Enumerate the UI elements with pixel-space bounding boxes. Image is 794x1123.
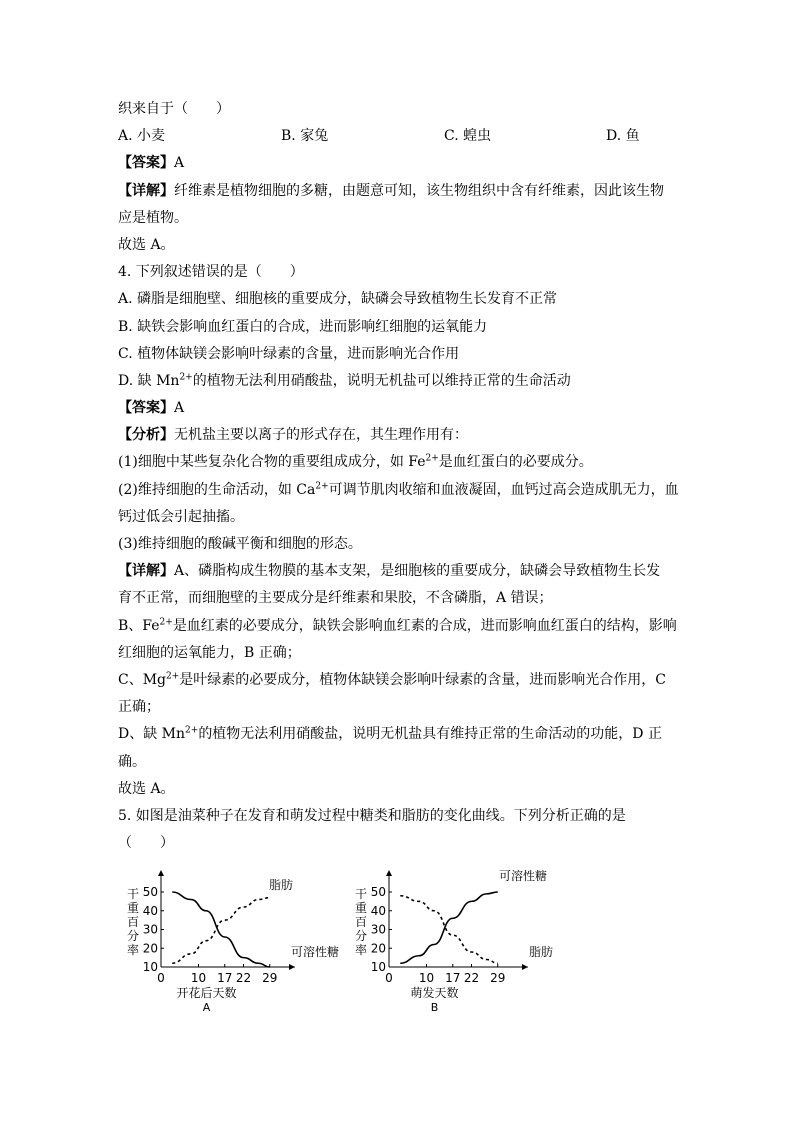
y-axis-label-char: 干 (126, 887, 140, 901)
y-axis-label-char: 率 (126, 943, 140, 957)
answer-tag: 【答案】 (118, 400, 174, 417)
x-tick-label: 17 (445, 971, 461, 985)
text: D、缺 Mn (118, 726, 186, 743)
analysis-text: 无机盐主要以离子的形式存在，其生理作用有： (174, 427, 468, 444)
q3-answer (118, 150, 678, 177)
y-axis-label-char: 分 (126, 929, 140, 943)
q4-conclusion: 故选 A。 (118, 780, 175, 797)
q4-analysis-3: (3)维持细胞的酸碱平衡和细胞的形态。 (118, 536, 362, 552)
series-label: 脂肪 (269, 878, 294, 892)
x-tick-label: 0 (157, 971, 165, 985)
detail-tag: 【详解】 (118, 563, 174, 580)
x-axis-arrow (522, 964, 528, 970)
q3-conclusion: 故选 A。 (118, 236, 175, 253)
series-label: 脂肪 (529, 945, 554, 959)
x-axis-label: 开花后天数 (176, 986, 237, 1000)
q4-detail-d-cont: 确。 (118, 753, 146, 770)
y-axis-arrow (158, 870, 164, 876)
series-line (172, 898, 270, 964)
y-tick-label: 20 (142, 941, 158, 956)
y-axis-label-char: 百 (354, 915, 368, 929)
q4-detail-b (118, 613, 678, 640)
x-axis-label: 萌发天数 (410, 986, 459, 1000)
q4-stem: 4. 下列叙述错误的是（ ） (118, 264, 304, 281)
ion-charge: 2+ (166, 671, 180, 682)
x-tick-label: 22 (463, 971, 480, 985)
detail-tag: 【详解】 (118, 182, 174, 199)
analysis-tag: 【分析】 (118, 427, 174, 444)
q4-analysis-2-cont: 钙过低会引起抽搐。 (118, 508, 244, 525)
series-line (172, 892, 270, 967)
y-axis-arrow (386, 870, 392, 876)
q4-detail-c (118, 667, 678, 694)
q3-detail-cont: 应是植物。 (118, 209, 188, 226)
series-label: 可溶性糖 (499, 869, 548, 883)
chart-title: A (202, 1001, 211, 1014)
ion-charge: 2+ (425, 453, 439, 464)
q4-detail (118, 558, 678, 585)
series-line (400, 892, 498, 963)
y-tick-label: 40 (370, 903, 386, 918)
q4-detail-c-cont: 正确； (118, 699, 160, 716)
q5-figure (118, 856, 558, 1016)
y-tick-label: 20 (370, 941, 386, 956)
y-tick-label: 10 (142, 960, 158, 974)
q3-option-a: A. 小麦 (118, 128, 166, 145)
y-axis-label-char: 百 (126, 915, 140, 929)
ion-charge: 2+ (159, 616, 173, 627)
x-axis-arrow (289, 964, 295, 970)
text: (2)维持细胞的生命活动，如 Ca (118, 481, 316, 498)
q4-option-a: A. 磷脂是细胞壁、细胞核的重要成分，缺磷会导致植物生长发育不正常 (118, 291, 558, 308)
q4-option-d (118, 368, 678, 395)
answer-tag: 【答案】 (118, 155, 174, 172)
y-axis-label-char: 重 (126, 901, 140, 915)
text: 的植物无法利用硝酸盐，说明无机盐可以维持正常的生命活动 (192, 372, 571, 389)
series-line (400, 896, 498, 964)
y-tick-label: 30 (370, 922, 386, 937)
detail-text: 纤维素是植物细胞的多糖，由题意可知，该生物组织中含有纤维素，因此该生物 (174, 182, 664, 199)
question-page (118, 96, 678, 857)
y-tick-label: 50 (370, 885, 386, 899)
q5-charts-svg (118, 856, 558, 1016)
q4-detail-b-cont: 红细胞的运氧能力，B 正确； (118, 644, 301, 661)
text: (1)细胞中某些复杂化合物的重要组成成分，如 Fe (118, 454, 426, 471)
q4-analysis-2 (118, 477, 678, 504)
y-tick-label: 50 (142, 885, 158, 899)
x-tick-label: 29 (490, 971, 506, 985)
y-tick-label: 10 (370, 960, 386, 974)
q4-analysis (118, 422, 678, 449)
text: 是叶绿素的必要成分，植物体缺镁会影响叶绿素的含量，进而影响光合作用，C (179, 671, 667, 688)
q3-stem-tail: 织来自于（ ） (118, 101, 230, 117)
ion-charge: 2+ (315, 480, 329, 491)
q4-detail-a-cont: 育不正常，而细胞壁的主要成分是纤维素和果胶，不含磷脂，A 错误； (118, 590, 553, 607)
q4-option-c: C. 植物体缺镁会影响叶绿素的含量，进而影响光合作用 (118, 345, 460, 362)
text: 可调节肌肉收缩和血液凝固，血钙过高会造成肌无力，血 (328, 481, 679, 498)
x-tick-label: 10 (190, 971, 207, 985)
y-axis-label-char: 分 (354, 929, 368, 943)
text: C、Mg (118, 671, 167, 688)
series-label: 可溶性糖 (291, 945, 340, 959)
q3-option-d: D. 鱼 (606, 128, 640, 145)
x-tick-label: 10 (418, 971, 435, 985)
x-tick-label: 22 (235, 971, 252, 985)
text: B、Fe (118, 617, 160, 634)
q4-answer (118, 395, 678, 422)
text: 是血红素的必要成分，缺铁会影响血红素的合成，进而影响血红蛋白的结构，影响 (172, 617, 677, 634)
q3-option-b: B. 家兔 (281, 128, 329, 145)
q5-blank: （ ） (118, 835, 174, 852)
q3-options (118, 123, 678, 150)
q4-detail-d (118, 721, 678, 748)
answer-value: A (174, 155, 185, 172)
x-tick-label: 17 (217, 971, 233, 985)
y-axis-label-char: 干 (354, 887, 368, 901)
y-axis-label-char: 率 (354, 943, 368, 957)
detail-text: A、磷脂构成生物膜的基本支架，是细胞核的重要成分，缺磷会导致植物生长发 (174, 563, 661, 580)
q4-analysis-1 (118, 449, 678, 476)
y-tick-label: 40 (142, 903, 158, 918)
text: 是血红蛋白的必要成分。 (438, 454, 593, 471)
x-tick-label: 29 (262, 971, 278, 985)
text: D. 缺 Mn (118, 372, 180, 389)
y-tick-label: 30 (142, 922, 158, 937)
ion-charge: 2+ (179, 372, 193, 383)
answer-value: A (174, 400, 185, 417)
q5-stem: 5. 如图是油菜种子在发育和萌发过程中糖类和脂肪的变化曲线。下列分析正确的是 (118, 807, 626, 824)
text: 的植物无法利用硝酸盐，说明无机盐具有维持正常的生命活动的功能，D 正 (198, 726, 662, 743)
ion-charge: 2+ (185, 725, 199, 736)
q4-option-b: B. 缺铁会影响血红蛋白的合成，进而影响红细胞的运氧能力 (118, 318, 488, 335)
x-tick-label: 0 (385, 971, 393, 985)
q3-option-c: C. 蝗虫 (444, 128, 492, 145)
y-axis-label-char: 重 (354, 901, 368, 915)
chart-title: B (430, 1001, 439, 1014)
q3-detail (118, 178, 678, 205)
